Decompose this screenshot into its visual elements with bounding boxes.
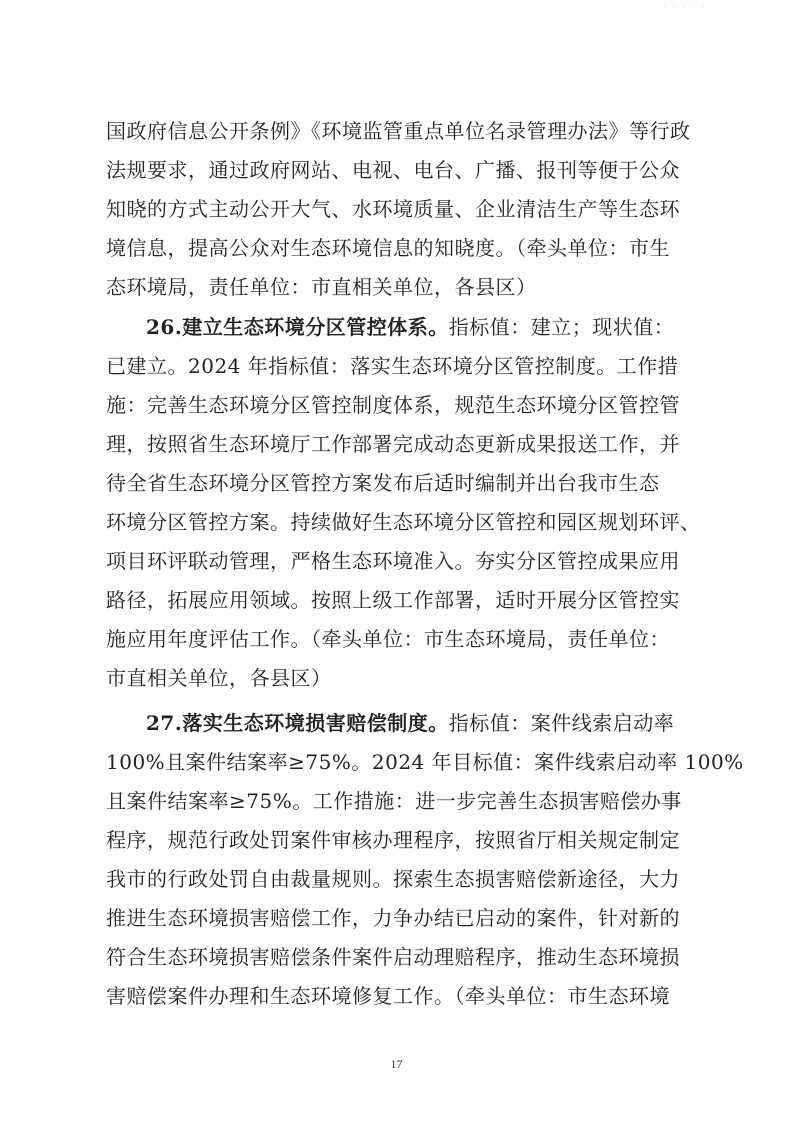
item-26-first-line [106, 308, 696, 347]
text-line: 路径，拓展应用领域。按照上级工作部署，适时开展分区管控实 [106, 588, 680, 612]
item-27-paragraph [106, 704, 744, 1016]
text-line: 符合生态环境损害赔偿条件案件启动理赔程序，推动生态环境损 [106, 945, 680, 969]
page-number: 17 [390, 1057, 403, 1071]
text-line: 境信息，提高公众对生态环境信息的知晓度。（牵头单位：市生 [106, 236, 670, 260]
text-line: 推进生态环境损害赔偿工作，力争办结已启动的案件，针对新的 [106, 906, 680, 930]
paragraph-25-continuation [106, 112, 696, 307]
item-27-first-line [106, 704, 696, 743]
text-line: 项目环评联动管理，严格生态环境准入。夯实分区管控成果应用 [106, 549, 680, 573]
item-26-paragraph [106, 308, 701, 698]
text-line: 已建立。2024 年指标值：落实生态环境分区管控制度。工作措 [106, 354, 679, 378]
text-line: 态环境局，责任单位：市直相关单位，各县区） [106, 275, 537, 299]
text-line: 害赔偿案件办理和生态环境修复工作。（牵头单位：市生态环境 [106, 984, 670, 1008]
text-line: 100%且案件结案率≥75%。2024 年目标值：案件线索启动率 100% [106, 750, 744, 774]
text-line: 理，按照省生态环境厅工作部署完成动态更新成果报送工作，并 [106, 432, 680, 456]
text-line: 环境分区管控方案。持续做好生态环境分区管控和园区规划环评、 [106, 510, 701, 534]
item-27-first-line-text: 指标值：案件线索启动率 [448, 711, 675, 735]
text-line: 市直相关单位，各县区） [106, 666, 332, 690]
text-line: 我市的行政处罚自由裁量规则。探索生态损害赔偿新途径，大力 [106, 867, 680, 891]
text-line: 程序，规范行政处罚案件审核办理程序，按照省厅相关规定制定 [106, 828, 680, 852]
item-27-heading: 27.落实生态环境损害赔偿制度。 [146, 711, 449, 735]
text-line: 施：完善生态环境分区管控制度体系，规范生态环境分区管控管 [106, 393, 680, 417]
text-line: 国政府信息公开条例》《环境监管重点单位名录管理办法》等行政 [106, 119, 691, 143]
item-26-first-line-text: 指标值：建立；现状值： [448, 315, 675, 339]
text-line: 且案件结案率≥75%。工作措施：进一步完善生态损害赔偿办事 [106, 789, 682, 813]
text-line: 待全省生态环境分区管控方案发布后适时编制并出台我市生态 [106, 471, 660, 495]
scanner-margin-mark: · · · · · [663, 2, 707, 12]
text-line: 施应用年度评估工作。（牵头单位：市生态环境局，责任单位： [106, 627, 670, 651]
text-line: 法规要求，通过政府网站、电视、电台、广播、报刊等便于公众 [106, 158, 680, 182]
text-line: 知晓的方式主动公开大气、水环境质量、企业清洁生产等生态环 [106, 197, 680, 221]
item-26-heading: 26.建立生态环境分区管控体系。 [146, 315, 449, 339]
